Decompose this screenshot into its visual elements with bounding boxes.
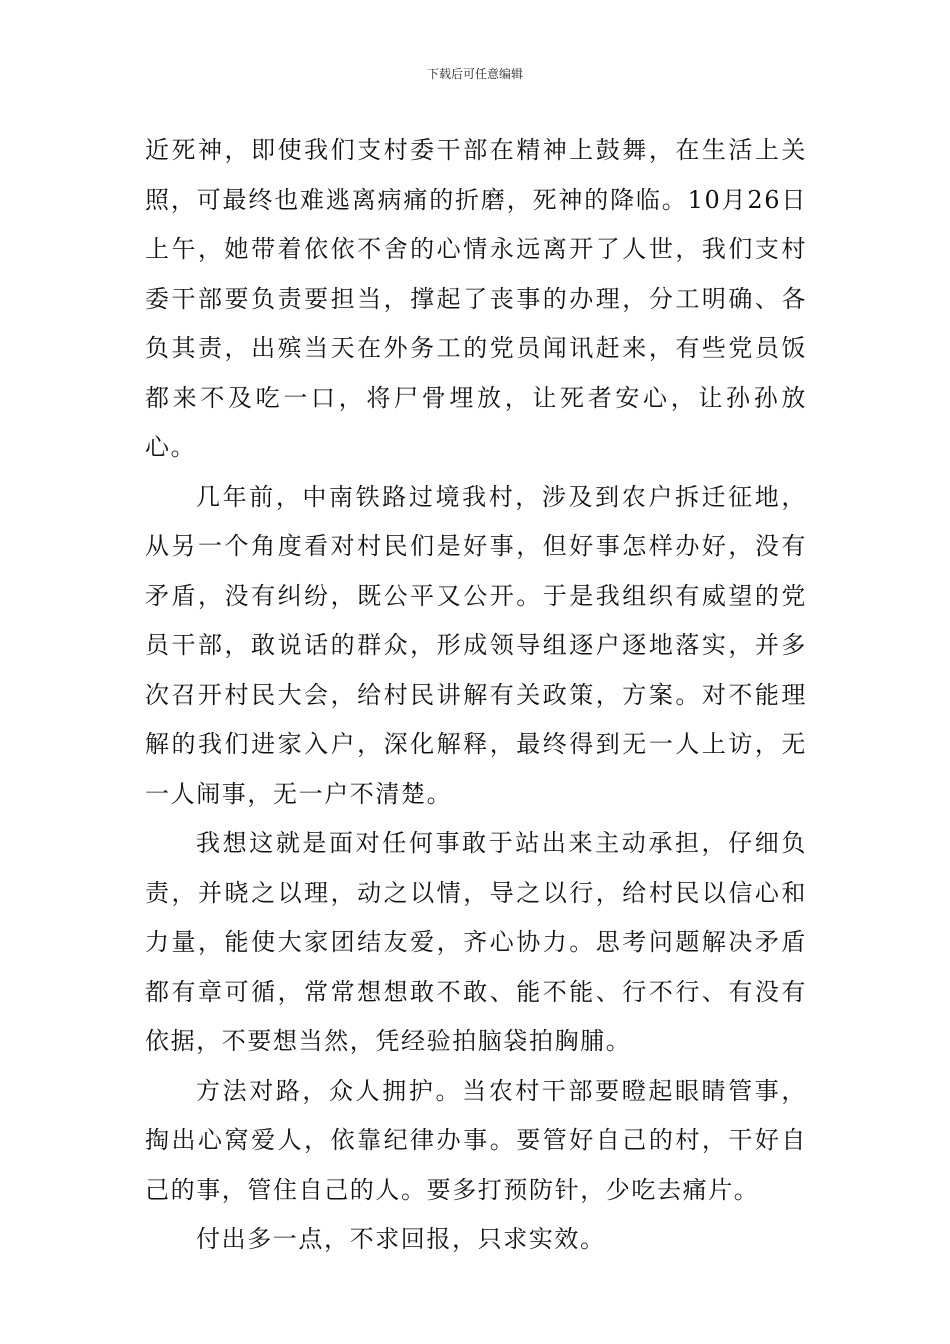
page-header-note: 下载后可任意编辑 <box>426 67 523 81</box>
paragraph-2: 几年前，中南铁路过境我村，涉及到农户拆迁征地，从另一个角度看对村民们是好事，但好事怎样办好，没有矛盾，没有纠纷，既公平又公开。于是我组织有威望的党员干部，敢说话的群众，形成领导组逐户逐地落实，并多次召开村民大会，给村民讲解有关政策，方案。对不能理解的我们进家入户，深化解释，最终得到无一人上访，无一人闹事，无一户不清楚。 <box>145 482 807 808</box>
paragraph-5: 付出多一点，不求回报，只求实效。 <box>196 1225 606 1253</box>
paragraph-1: 近死神，即使我们支村委干部在精神上鼓舞，在生活上关照，可最终也难逃离病痛的折磨，死神的降临。10月26日上午，她带着依依不舍的心情永远离开了人世，我们支村委干部要负责要担当，撑起了丧事的办理，分工明确、各负其责，出殡当天在外务工的党员闻讯赶来，有些党员饭都来不及吃一口，将尸骨埋放，让死者安心，让孙孙放心。 <box>145 136 807 461</box>
paragraph-4: 方法对路，众人拥护。当农村干部要瞪起眼睛管事，掏出心窝爱人，依靠纪律办事。要管好自己的村，干好自己的事，管住自己的人。要多打预防针，少吃去痛片。 <box>145 1076 807 1204</box>
document-body <box>145 126 807 1265</box>
paragraph-3: 我想这就是面对任何事敢于站出来主动承担，仔细负责，并晓之以理，动之以情，导之以行，给村民以信心和力量，能使大家团结友爱，齐心协力。思考问题解决矛盾都有章可循，常常想想敢不敢、能不能、行不行、有没有依据，不要想当然，凭经验拍脑袋拍胸脯。 <box>145 829 807 1055</box>
